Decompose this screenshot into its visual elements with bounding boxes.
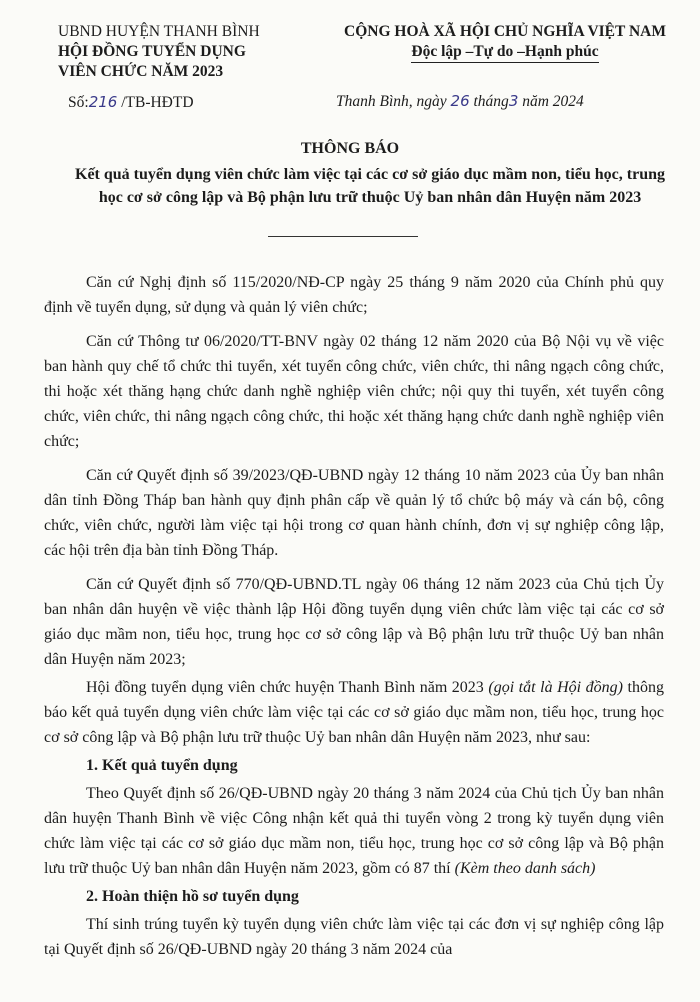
doc-number-suffix: /TB-HĐTD [117,94,194,111]
document-title: THÔNG BÁO [300,140,400,157]
section-heading-results: 1. Kết quả tuyển dụng [86,757,238,774]
issuer-district: UBND HUYỆN THANH BÌNH [58,23,260,40]
section-heading-dossier: 2. Hoàn thiện hồ sơ tuyển dụng [86,888,299,905]
paragraph-decision-770: Căn cứ Quyết định số 770/QĐ-UBND.TL ngày 06 tháng 12 năm 2023 của Chủ tịch Ủy ban nhân dân huyện về việc thành lập Hội đồng tuyển dụng viên chức làm việc tại các cơ sở giáo dục mầm non, tiểu học, trung học cơ sở công lập và Bộ phận lưu trữ thuộc Uỷ ban nhân dân Huyện năm 2023; [44,576,664,668]
doc-number-prefix: Số: [68,94,89,111]
document-body [44,270,664,965]
doc-number-handwritten: 216 [88,93,118,111]
national-title: CỘNG HOÀ XÃ HỘI CHỦ NGHĨA VIỆT NAM [344,23,666,40]
results-text: Theo Quyết định số 26/QĐ-UBND ngày 20 tháng 3 năm 2024 của Chủ tịch Ủy ban nhân dân huyện Thanh Bình về việc Công nhận kết quả thi tuyển vòng 2 trong kỳ tuyển dụng viên chức làm việc tại các cơ sở giáo dục mầm non, tiểu học, trung học cơ sở công lập và Bộ phận lưu trữ thuộc Uỷ ban nhân dân Huyện năm 2023, gồm có 87 thí [44,785,664,877]
paragraph-results [44,781,664,881]
month-label: tháng [469,93,509,110]
paragraph-council [44,675,664,750]
place-date [336,92,584,111]
national-header [315,22,695,63]
paragraph-circular: Căn cứ Thông tư 06/2020/TT-BNV ngày 02 tháng 12 năm 2020 của Bộ Nội vụ về việc ban hành quy chế tổ chức thi tuyển, xét tuyển công chức, viên chức, thi nâng ngạch công chức, thi hoặc xét thăng hạng chức danh nghề nghiệp viên chức; nội quy thi tuyển, xét tuyển công chức, viên chức, thi nâng ngạch công chức, thi hoặc xét thăng hạng chức danh nghề nghiệp viên chức; [44,333,664,450]
council-text-c: thông báo kết quả tuyển dụng viên chức làm việc tại các cơ sở giáo dục mầm non, tiểu học, trung học cơ sở công lập và Bộ phận lưu trữ thuộc Uỷ ban nhân dân Huyện năm 2023, như sau: [44,679,664,746]
issuer-council: HỘI ĐỒNG TUYỂN DỤNG [58,43,246,60]
year-text: năm 2024 [518,93,584,110]
paragraph-decision-39: Căn cứ Quyết định số 39/2023/QĐ-UBND ngày 12 tháng 10 năm 2023 của Ủy ban nhân dân tỉnh Đồng Tháp ban hành quy định phân cấp về quản lý tổ chức bộ máy và cán bộ, công chức, viên chức, người làm việc tại hội trong cơ quan hành chính, đơn vị sự nghiệp công lập, các hội trên địa bàn tỉnh Đồng Tháp. [44,467,664,559]
issuer-header [58,22,303,82]
paragraph-dossier: Thí sinh trúng tuyển kỳ tuyển dụng viên chức làm việc tại các đơn vị sự nghiệp công lập tại Quyết định số 26/QĐ-UBND ngày 20 tháng 3 năm 2024 của [44,916,664,958]
paragraph-decree: Căn cứ Nghị định số 115/2020/NĐ-CP ngày 25 tháng 9 năm 2020 của Chính phủ quy định về tuyển dụng, sử dụng và quản lý viên chức; [44,274,664,316]
place-text: Thanh Bình, ngày [336,93,451,110]
month-handwritten: 3 [508,92,519,110]
document-subtitle: Kết quả tuyển dụng viên chức làm việc tại các cơ sở giáo dục mầm non, tiểu học, trung học cơ sở công lập và Bộ phận lưu trữ thuộc Uỷ ban nhân dân Huyện năm 2023 [75,166,665,206]
council-text-a: Hội đồng tuyển dụng viên chức huyện Thanh Bình năm 2023 [86,679,489,696]
document-number [68,93,194,112]
national-motto: Độc lập –Tự do –Hạnh phúc [411,42,598,63]
day-handwritten: 26 [450,92,470,110]
issuer-council-year: VIÊN CHỨC NĂM 2023 [58,63,224,80]
council-text-italic: (gọi tắt là Hội đồng) [488,679,623,696]
subtitle-divider [268,236,418,237]
results-attachment-note: (Kèm theo danh sách) [454,860,596,877]
